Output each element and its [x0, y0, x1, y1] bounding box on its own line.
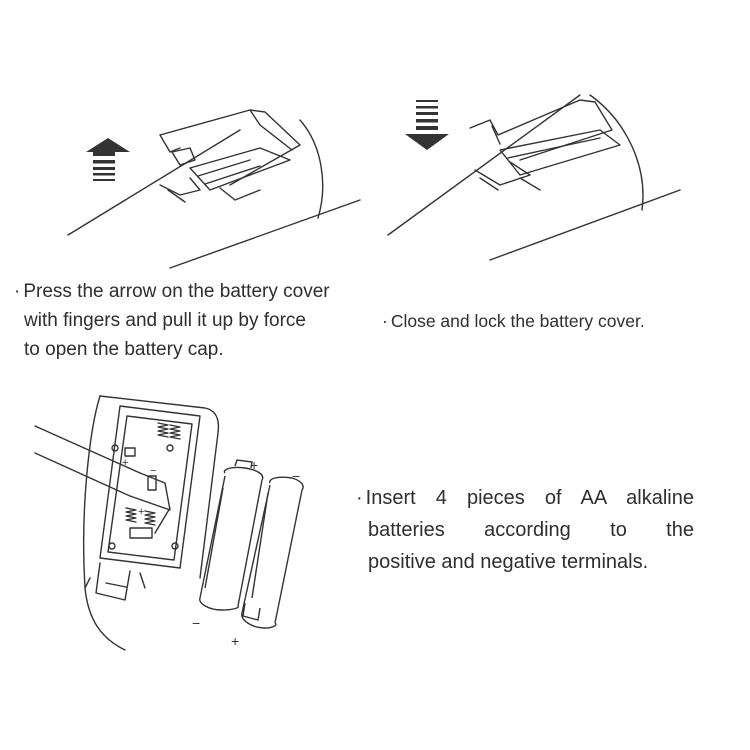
insert-batteries-instruction: [356, 482, 694, 578]
remote-open-cover-drawing: [60, 90, 350, 270]
insert-instruction-line-2: batteries according to the: [368, 519, 694, 541]
svg-text:−: −: [150, 465, 157, 477]
arrow-up-icon: [86, 138, 130, 181]
insert-instruction-line-3: positive and negative terminals.: [368, 551, 649, 573]
insert-instruction-line-1: Insert 4 pieces of AA alkaline: [365, 487, 694, 509]
remote-close-cover-drawing: [380, 90, 680, 270]
open-instruction-line-3: to open the battery cap.: [24, 339, 224, 360]
open-cover-illustration: [60, 90, 350, 270]
open-cover-instruction: [14, 277, 374, 364]
close-cover-instruction: [382, 307, 722, 336]
battery-left-top-mark: +: [250, 457, 259, 473]
arrow-down-icon: [405, 100, 449, 150]
battery-compartment-drawing: [30, 388, 330, 658]
insert-batteries-illustration: [30, 388, 330, 658]
battery-right-top-mark: −: [292, 468, 301, 484]
open-instruction-line-2: with fingers and pull it up by force: [24, 310, 306, 331]
aa-battery-right: [242, 477, 303, 628]
svg-text:+: +: [122, 457, 129, 469]
svg-text:+: +: [138, 506, 145, 518]
bullet: ·: [14, 281, 21, 302]
close-instruction-text: Close and lock the battery cover.: [390, 311, 645, 331]
battery-right-bottom-mark: +: [231, 633, 240, 649]
open-instruction-line-1: · Press the arrow on the battery cover: [14, 281, 330, 302]
close-cover-illustration: [380, 90, 680, 270]
battery-left-bottom-mark: −: [192, 615, 201, 631]
bullet: ·: [382, 311, 388, 331]
bullet: ·: [356, 487, 363, 509]
